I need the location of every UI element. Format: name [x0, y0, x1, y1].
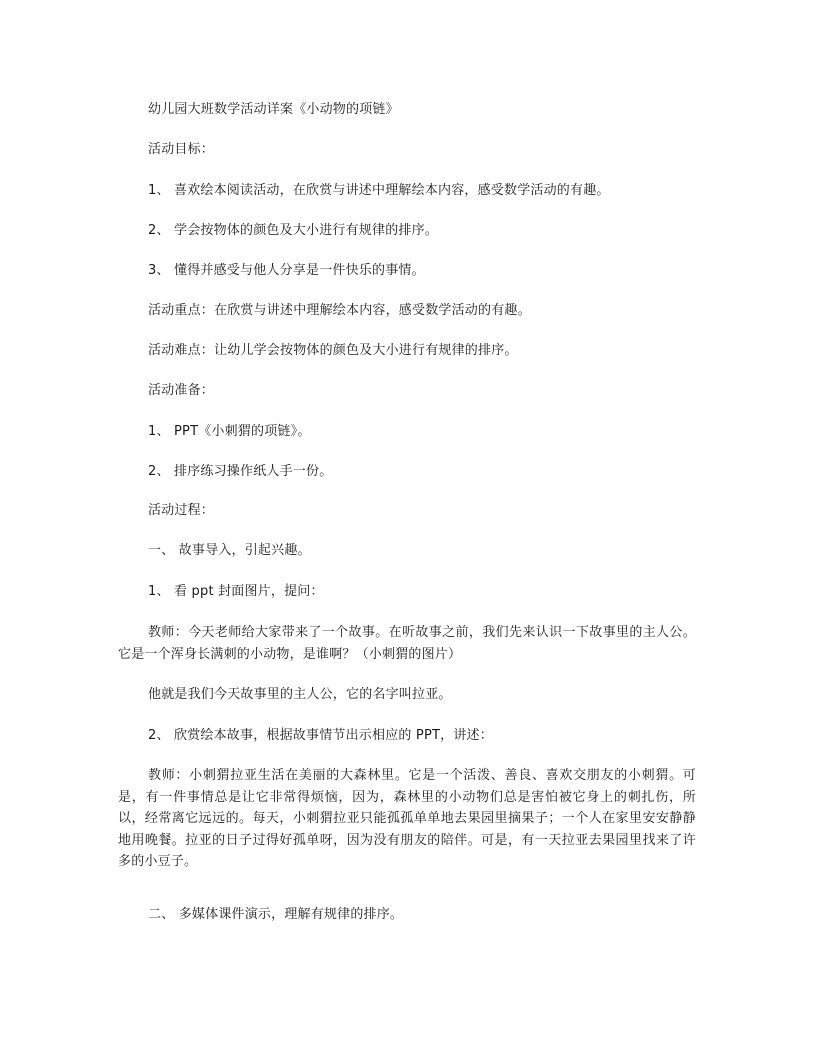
document-title: 幼儿园大班数学活动详案《小动物的项链》: [148, 102, 399, 117]
goal-item-3: 3、 懂得并感受与他人分享是一件快乐的事情。: [148, 263, 425, 278]
process-heading: 活动过程：: [148, 503, 215, 518]
prep-heading: 活动准备：: [148, 383, 215, 398]
key-point: 活动重点：在欣赏与讲述中理解绘本内容，感受数学活动的有趣。: [148, 303, 531, 318]
protagonist-line: 他就是我们今天故事里的主人公，它的名字叫拉亚。: [148, 687, 452, 702]
prep-item-2: 2、 排序练习操作纸人手一份。: [148, 464, 333, 479]
goal-item-2: 2、 学会按物体的颜色及大小进行有规律的排序。: [148, 223, 439, 238]
goals-heading: 活动目标：: [148, 142, 215, 157]
prep-item-1: 1、 PPT《小刺猬的项链》。: [148, 424, 311, 439]
goal-item-1: 1、 喜欢绘本阅读活动，在欣赏与讲述中理解绘本内容，感受数学活动的有趣。: [148, 183, 610, 198]
step-1-2: 2、 欣赏绘本故事，根据故事情节出示相应的 PPT，讲述：: [148, 728, 493, 743]
teacher-paragraph-2: 教师：小刺猬拉亚生活在美丽的大森林里。它是一个活泼、善良、喜欢交朋友的小刺猬。可是，有一件事情总是让它非常得烦恼，因为，森林里的小动物们总是害怕被它身上的刺扎伤，所以，经常离它远远的。每天，小刺猬拉亚只能孤孤单单地去果园里摘果子；一个人在家里安安静静地用晚餐。拉亚的日子过得好孤单呀，因为没有朋友的陪伴。可是，有一天拉亚去果园里找来了许多的小豆子。: [118, 768, 696, 870]
step-1-heading: 一、 故事导入，引起兴趣。: [148, 543, 311, 558]
step-1-1: 1、 看 ppt 封面图片，提问：: [148, 584, 324, 599]
step-2-heading: 二、 多媒体课件演示，理解有规律的排序。: [148, 907, 404, 922]
teacher-paragraph-1: 教师：今天老师给大家带来了一个故事。在听故事之前，我们先来认识一下故事里的主人公。它是一个浑身长满刺的小动物，是谁啊？（小刺猬的图片）: [118, 625, 696, 662]
difficulty: 活动难点：让幼儿学会按物体的颜色及大小进行有规律的排序。: [148, 343, 518, 358]
